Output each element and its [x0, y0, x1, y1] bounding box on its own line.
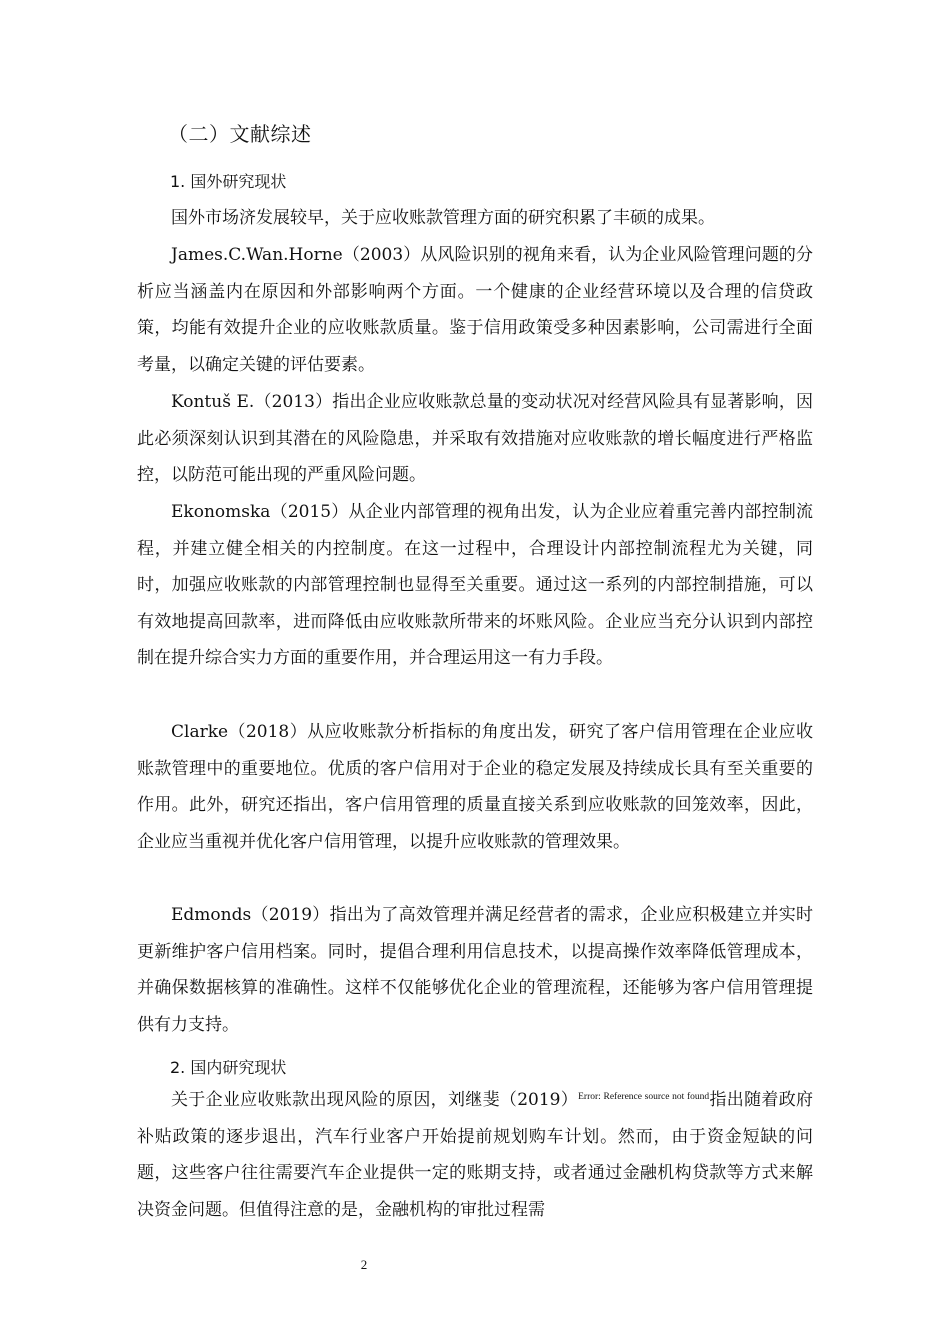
paragraph-ekonomska: Ekonomska（2015）从企业内部管理的视角出发，认为企业应着重完善内部控制流程，并建立健全相关的内控制度。在这一过程中，合理设计内部控制流程尤为关键，同时，加强应收账款的内部管理控制也显得至关重要。通过这一系列的内部控制措施，可以有效地提高回款率，进而降低由应收账款所带来的坏账风险。企业应当充分认识到内部控制在提升综合实力方面的重要作用，并合理运用这一有力手段。 — [137, 502, 813, 669]
section-title: （二）文献综述 — [168, 122, 312, 146]
paragraph-domestic — [137, 1082, 813, 1228]
paragraph-domestic-after: 指出随着政府补贴政策的逐步退出，汽车行业客户开始提前规划购车计划。然而，由于资金短缺的问题，这些客户往往需要汽车企业提供一定的账期支持，或者通过金融机构贷款等方式来解决资金问题。但值得注意的是，金融机构的审批过程需 — [137, 1090, 814, 1220]
reference-error-superscript: Error: Reference source not found — [578, 1092, 710, 1102]
paragraph-kontus: Kontuš E.（2013）指出企业应收账款总量的变动状况对经营风险具有显著影响，因此必须深刻认识到其潜在的风险隐患，并采取有效措施对应收账款的增长幅度进行严格监控，以防范可能出现的严重风险问题。 — [137, 392, 813, 486]
subsection-title-domestic: 2. 国内研究现状 — [170, 1058, 287, 1077]
paragraph-clarke: Clarke（2018）从应收账款分析指标的角度出发，研究了客户信用管理在企业应收账款管理中的重要地位。优质的客户信用对于企业的稳定发展及持续成长具有至关重要的作用。此外，研究还指出，客户信用管理的质量直接关系到应收账款的回笼效率，因此，企业应当重视并优化客户信用管理，以提升应收账款的管理效果。 — [137, 722, 813, 852]
paragraph-domestic-before: 关于企业应收账款出现风险的原因，刘继斐（2019） — [171, 1090, 579, 1110]
page-number: 2 — [360, 1257, 368, 1272]
paragraph-horne: James.C.Wan.Horne（2003）从风险识别的视角来看，认为企业风险管理问题的分析应当涵盖内在原因和外部影响两个方面。一个健康的企业经营环境以及合理的信贷政策，均能有效提升企业的应收账款质量。鉴于信用政策受多种因素影响，公司需进行全面考量，以确定关键的评估要素。 — [137, 245, 813, 375]
subsection-title-foreign: 1. 国外研究现状 — [170, 172, 287, 191]
paragraph-edmonds: Edmonds（2019）指出为了高效管理并满足经营者的需求，企业应积极建立并实时更新维护客户信用档案。同时，提倡合理利用信息技术，以提高操作效率降低管理成本，并确保数据核算的准确性。这样不仅能够优化企业的管理流程，还能够为客户信用管理提供有力支持。 — [137, 905, 813, 1035]
paragraph-intro: 国外市场济发展较早，关于应收账款管理方面的研究积累了丰硕的成果。 — [171, 208, 715, 228]
